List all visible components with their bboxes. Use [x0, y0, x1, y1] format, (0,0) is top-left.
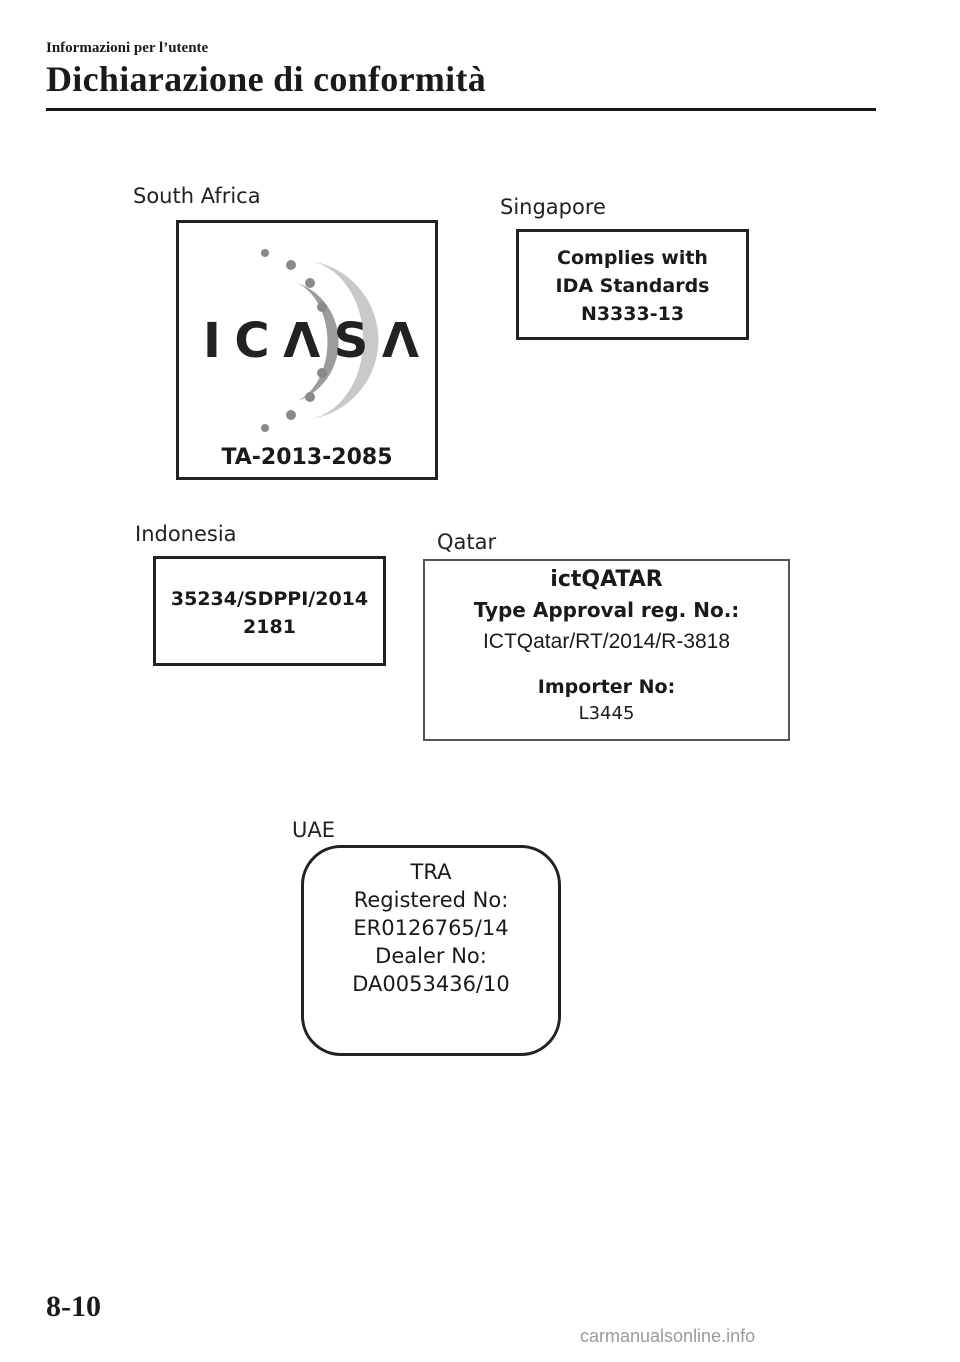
- indonesia-line: 35234/SDPPI/2014: [170, 588, 369, 610]
- qatar-importer-label: Importer No:: [537, 676, 676, 698]
- singapore-line: N3333-13: [580, 303, 685, 325]
- uae-line: TRA: [410, 860, 452, 884]
- watermark: carmanualsonline.info: [580, 1326, 756, 1346]
- qatar-type-label: Type Approval reg. No.:: [473, 598, 740, 622]
- singapore-certification-box: [516, 229, 749, 340]
- indonesia-label: Indonesia: [135, 522, 237, 546]
- uae-label: UAE: [292, 818, 336, 842]
- icasa-wordmark: I C Λ S Λ: [203, 313, 419, 369]
- qatar-reg-number: ICTQatar/RT/2014/R-3818: [482, 630, 731, 653]
- uae-line: DA0053436/10: [352, 972, 510, 996]
- qatar-title: ictQATAR: [550, 567, 663, 592]
- icasa-certification-box: [176, 220, 438, 480]
- uae-line: ER0126765/14: [353, 916, 509, 940]
- page-title: Dichiarazione di conformità: [46, 59, 487, 99]
- indonesia-certification-box: [153, 556, 386, 666]
- uae-certification-box: [301, 845, 561, 1056]
- qatar-importer-number: L3445: [578, 703, 635, 724]
- section-label: Informazioni per l’utente: [46, 40, 209, 56]
- title-divider: [46, 108, 876, 111]
- singapore-label: Singapore: [500, 195, 606, 219]
- uae-line: Dealer No:: [375, 944, 487, 968]
- qatar-label: Qatar: [437, 530, 497, 554]
- icasa-code: TA-2013-2085: [221, 445, 393, 470]
- qatar-certification-box: [423, 559, 790, 741]
- south-africa-label: South Africa: [133, 184, 261, 208]
- uae-line: Registered No:: [353, 888, 509, 912]
- singapore-line: Complies with: [557, 247, 708, 269]
- indonesia-line: 2181: [243, 616, 296, 638]
- page-number: 8-10: [46, 1290, 101, 1323]
- singapore-line: IDA Standards: [555, 275, 710, 297]
